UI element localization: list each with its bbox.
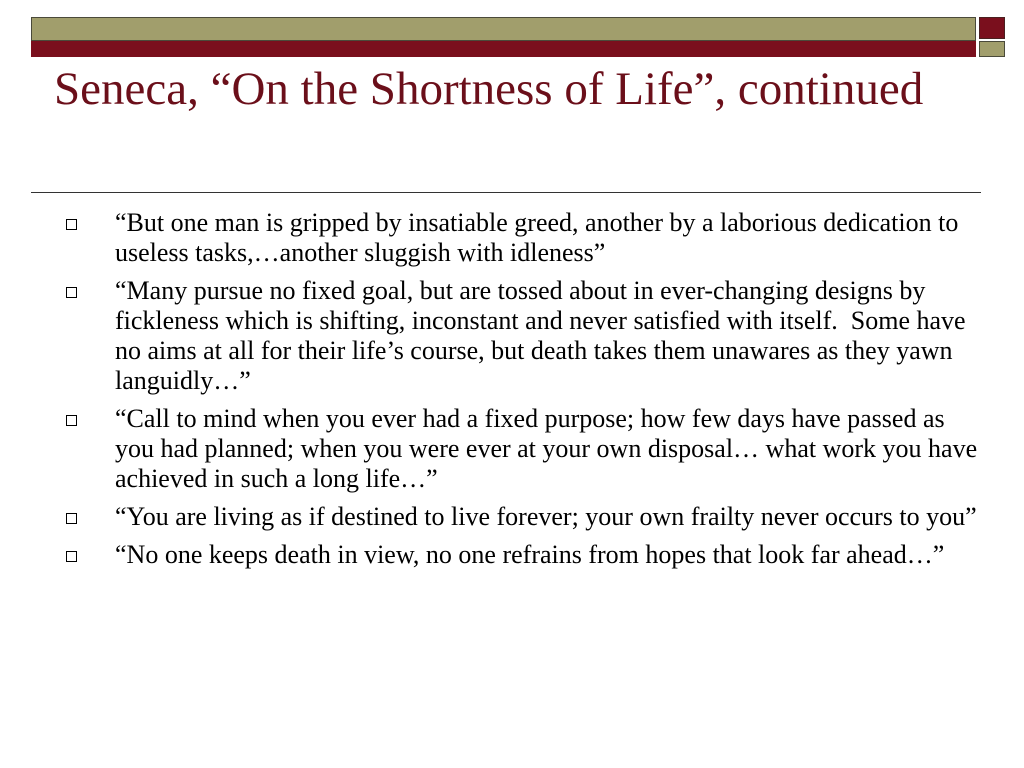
bullet-text: “But one man is gripped by insatiable greed, another by a laborious dedication to useless tasks,…another sluggish with idleness” [115, 208, 965, 267]
bullet-text: “Many pursue no fixed goal, but are tossed about in ever-changing designs by fickleness which is shifting, inconstant and never satisfied with itself. Some have no aims at all for their life’s course, but death takes them unawares as they yawn languidly…” [115, 276, 973, 395]
bullet-text: “You are living as if destined to live forever; your own frailty never occurs to you” [115, 502, 977, 531]
corner-square-olive [979, 41, 1005, 57]
bullet-item [0, 540, 1024, 570]
header-banner-red [31, 41, 976, 57]
bullet-text: “Call to mind when you ever had a fixed purpose; how few days have passed as you had planned; when you were ever at your own disposal… what work you have achieved in such a long life…” [115, 404, 984, 493]
slide-title: Seneca, “On the Shortness of Life”, continued [54, 63, 924, 115]
corner-square-red [979, 17, 1005, 39]
bullet-item [0, 208, 1024, 268]
hollow-square-bullet-icon [66, 415, 77, 426]
bullet-item [0, 276, 1024, 396]
title-divider [31, 192, 981, 193]
header-banner-olive [31, 17, 976, 41]
bullet-item [0, 502, 1024, 532]
bullet-item [0, 404, 1024, 494]
hollow-square-bullet-icon [66, 513, 77, 524]
hollow-square-bullet-icon [66, 219, 77, 230]
bullet-list [0, 208, 1024, 578]
hollow-square-bullet-icon [66, 287, 77, 298]
hollow-square-bullet-icon [66, 551, 77, 562]
bullet-text: “No one keeps death in view, no one refrains from hopes that look far ahead…” [115, 540, 945, 569]
